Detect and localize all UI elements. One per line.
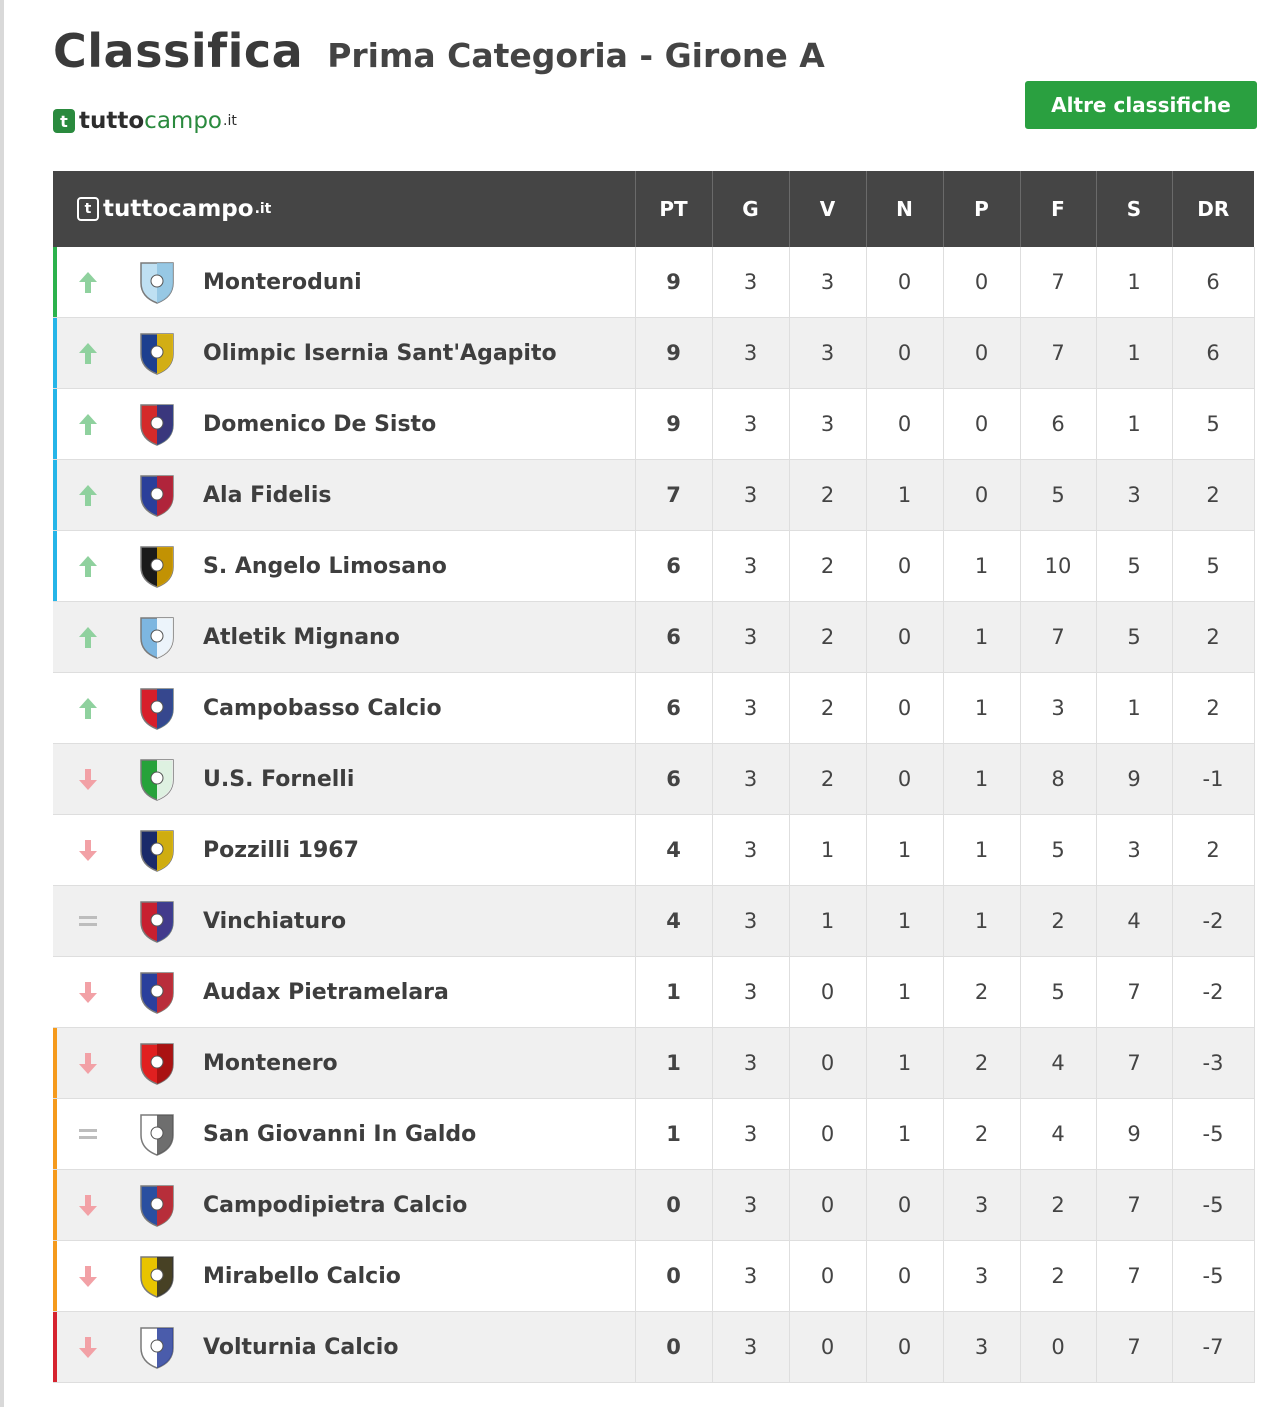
- stat-n: 0: [866, 744, 943, 815]
- team-info: [53, 957, 635, 1027]
- stat-s: 7: [1096, 1241, 1172, 1312]
- team-crest-icon: [135, 471, 179, 519]
- stat-n: 1: [866, 957, 943, 1028]
- team-crest-icon: [135, 1110, 179, 1158]
- stat-dr: 5: [1172, 531, 1254, 602]
- team-cell[interactable]: [53, 460, 635, 531]
- team-crest-icon: [135, 1039, 179, 1087]
- stat-n: 0: [866, 602, 943, 673]
- team-cell[interactable]: [53, 1028, 635, 1099]
- stat-f: 3: [1020, 673, 1096, 744]
- team-crest-icon: [135, 755, 179, 803]
- team-name[interactable]: Domenico De Sisto: [203, 411, 437, 437]
- stat-dr: -7: [1172, 1312, 1254, 1383]
- zone-indicator: [53, 744, 57, 814]
- stat-f: 6: [1020, 389, 1096, 460]
- header-logo-part2: campo: [168, 196, 254, 222]
- stat-p: 0: [943, 460, 1020, 531]
- team-cell[interactable]: [53, 886, 635, 957]
- stat-g: 3: [712, 744, 789, 815]
- stat-g: 3: [712, 1312, 789, 1383]
- stat-g: 3: [712, 460, 789, 531]
- page-left-border: [0, 0, 4, 1407]
- team-crest-icon: [135, 1323, 179, 1371]
- header-brand-logo[interactable]: [77, 196, 634, 222]
- stat-s: 3: [1096, 460, 1172, 531]
- stat-pt: 6: [635, 531, 712, 602]
- stat-pt: 4: [635, 886, 712, 957]
- stat-g: 3: [712, 1028, 789, 1099]
- team-name[interactable]: Audax Pietramelara: [203, 979, 449, 1005]
- team-crest-icon: [135, 684, 179, 732]
- stat-dr: -3: [1172, 1028, 1254, 1099]
- zone-indicator: [53, 389, 57, 459]
- team-crest-icon: [135, 1181, 179, 1229]
- stat-f: 7: [1020, 247, 1096, 318]
- stat-n: 0: [866, 247, 943, 318]
- stat-pt: 1: [635, 1099, 712, 1170]
- team-name[interactable]: Vinchiaturo: [203, 908, 347, 934]
- header-logo-part1: tutto: [103, 196, 169, 222]
- page-subtitle: Prima Categoria - Girone A: [327, 36, 825, 75]
- stat-s: 3: [1096, 815, 1172, 886]
- table-header-row: [53, 171, 1254, 247]
- stat-v: 0: [789, 1099, 866, 1170]
- stat-v: 3: [789, 318, 866, 389]
- standings-table: [53, 171, 1255, 1383]
- table-row[interactable]: [53, 389, 1254, 460]
- stat-g: 3: [712, 1099, 789, 1170]
- stat-s: 1: [1096, 318, 1172, 389]
- team-info: [53, 673, 635, 743]
- zone-indicator: [53, 957, 57, 1027]
- stat-s: 7: [1096, 957, 1172, 1028]
- arrow-down-icon: [53, 1194, 123, 1217]
- column-header-f[interactable]: F: [1020, 171, 1096, 247]
- team-name[interactable]: Volturnia Calcio: [203, 1334, 399, 1360]
- team-crest-icon: [135, 400, 179, 448]
- team-name[interactable]: Olimpic Isernia Sant'Agapito: [203, 340, 557, 366]
- team-info: [53, 318, 635, 388]
- stat-f: 7: [1020, 602, 1096, 673]
- team-cell[interactable]: [53, 389, 635, 460]
- arrow-up-icon: [53, 626, 123, 649]
- stat-pt: 6: [635, 744, 712, 815]
- team-name[interactable]: S. Angelo Limosano: [203, 553, 447, 579]
- column-header-s[interactable]: S: [1096, 171, 1172, 247]
- zone-indicator: [53, 460, 57, 530]
- stat-n: 0: [866, 318, 943, 389]
- stat-g: 3: [712, 318, 789, 389]
- table-row[interactable]: [53, 815, 1254, 886]
- equals-icon: [53, 1127, 123, 1141]
- stat-p: 1: [943, 673, 1020, 744]
- team-info: [53, 460, 635, 530]
- stat-g: 3: [712, 389, 789, 460]
- stat-dr: 6: [1172, 247, 1254, 318]
- zone-indicator: [53, 886, 57, 956]
- stat-p: 2: [943, 1099, 1020, 1170]
- team-crest-icon: [135, 968, 179, 1016]
- zone-indicator: [53, 1312, 57, 1382]
- stat-dr: 2: [1172, 460, 1254, 531]
- stat-s: 4: [1096, 886, 1172, 957]
- stat-p: 0: [943, 247, 1020, 318]
- table-row[interactable]: [53, 1170, 1254, 1241]
- team-info: [53, 1241, 635, 1311]
- stat-s: 1: [1096, 247, 1172, 318]
- zone-indicator: [53, 247, 57, 317]
- stat-dr: 2: [1172, 815, 1254, 886]
- stat-f: 2: [1020, 886, 1096, 957]
- stat-p: 1: [943, 531, 1020, 602]
- stat-dr: -1: [1172, 744, 1254, 815]
- stat-v: 2: [789, 744, 866, 815]
- stat-f: 8: [1020, 744, 1096, 815]
- column-header-dr[interactable]: DR: [1172, 171, 1254, 247]
- altre-classifiche-button[interactable]: Altre classifiche: [1025, 81, 1257, 129]
- zone-indicator: [53, 531, 57, 601]
- stat-pt: 6: [635, 673, 712, 744]
- stat-dr: 2: [1172, 673, 1254, 744]
- stat-v: 0: [789, 1312, 866, 1383]
- team-crest-icon: [135, 897, 179, 945]
- stat-p: 1: [943, 602, 1020, 673]
- stat-f: 5: [1020, 815, 1096, 886]
- tuttocampo-logo[interactable]: [53, 108, 237, 134]
- team-crest-icon: [135, 613, 179, 661]
- team-info: [53, 1170, 635, 1240]
- stat-f: 4: [1020, 1028, 1096, 1099]
- table-row[interactable]: [53, 957, 1254, 1028]
- arrow-down-icon: [53, 839, 123, 862]
- logo-text-part1: tutto: [79, 108, 145, 134]
- page-title: Classifica: [53, 24, 304, 78]
- team-name[interactable]: Monteroduni: [203, 269, 362, 295]
- stat-pt: 1: [635, 1028, 712, 1099]
- stat-v: 1: [789, 815, 866, 886]
- stat-v: 0: [789, 1241, 866, 1312]
- zone-indicator: [53, 673, 57, 743]
- stat-dr: -2: [1172, 886, 1254, 957]
- zone-indicator: [53, 1170, 57, 1240]
- stat-p: 3: [943, 1312, 1020, 1383]
- table-row[interactable]: [53, 247, 1254, 318]
- stat-n: 1: [866, 1099, 943, 1170]
- column-header-pt[interactable]: PT: [635, 171, 712, 247]
- stat-p: 1: [943, 815, 1020, 886]
- stat-p: 0: [943, 389, 1020, 460]
- zone-indicator: [53, 602, 57, 672]
- stat-s: 9: [1096, 1099, 1172, 1170]
- stat-v: 0: [789, 1170, 866, 1241]
- header-logo-suffix: .it: [254, 201, 272, 217]
- stat-n: 1: [866, 460, 943, 531]
- stat-pt: 0: [635, 1312, 712, 1383]
- column-header-n[interactable]: N: [866, 171, 943, 247]
- arrow-down-icon: [53, 1336, 123, 1359]
- stat-f: 7: [1020, 318, 1096, 389]
- stat-s: 5: [1096, 602, 1172, 673]
- stat-n: 0: [866, 1170, 943, 1241]
- stat-n: 1: [866, 886, 943, 957]
- team-name[interactable]: Atletik Mignano: [203, 624, 400, 650]
- stat-n: 0: [866, 1241, 943, 1312]
- zone-indicator: [53, 815, 57, 885]
- stat-p: 2: [943, 957, 1020, 1028]
- team-info: [53, 1028, 635, 1098]
- stat-pt: 7: [635, 460, 712, 531]
- team-cell[interactable]: [53, 318, 635, 389]
- stat-g: 3: [712, 531, 789, 602]
- stat-g: 3: [712, 815, 789, 886]
- team-name[interactable]: Ala Fidelis: [203, 482, 332, 508]
- team-crest-icon: [135, 826, 179, 874]
- arrow-up-icon: [53, 413, 123, 436]
- stat-dr: -2: [1172, 957, 1254, 1028]
- stat-f: 0: [1020, 1312, 1096, 1383]
- stat-pt: 1: [635, 957, 712, 1028]
- team-cell[interactable]: [53, 247, 635, 318]
- stat-dr: 6: [1172, 318, 1254, 389]
- stat-pt: 6: [635, 602, 712, 673]
- stat-pt: 4: [635, 815, 712, 886]
- zone-indicator: [53, 318, 57, 388]
- stat-p: 1: [943, 886, 1020, 957]
- stat-s: 7: [1096, 1028, 1172, 1099]
- column-header-v[interactable]: V: [789, 171, 866, 247]
- team-info: [53, 602, 635, 672]
- stat-v: 2: [789, 460, 866, 531]
- stat-f: 2: [1020, 1170, 1096, 1241]
- arrow-up-icon: [53, 484, 123, 507]
- stat-n: 0: [866, 1312, 943, 1383]
- stat-n: 0: [866, 531, 943, 602]
- arrow-up-icon: [53, 342, 123, 365]
- team-cell[interactable]: [53, 1312, 635, 1383]
- stat-dr: 2: [1172, 602, 1254, 673]
- zone-indicator: [53, 1099, 57, 1169]
- stat-n: 1: [866, 815, 943, 886]
- stat-p: 2: [943, 1028, 1020, 1099]
- team-info: [53, 815, 635, 885]
- stat-s: 7: [1096, 1312, 1172, 1383]
- team-crest-icon: [135, 1252, 179, 1300]
- team-info: [53, 744, 635, 814]
- column-header-p[interactable]: P: [943, 171, 1020, 247]
- team-name[interactable]: Mirabello Calcio: [203, 1263, 401, 1289]
- stat-f: 5: [1020, 957, 1096, 1028]
- table-row[interactable]: [53, 602, 1254, 673]
- table-row[interactable]: [53, 531, 1254, 602]
- stat-s: 1: [1096, 673, 1172, 744]
- stat-v: 0: [789, 1028, 866, 1099]
- team-cell[interactable]: [53, 602, 635, 673]
- team-crest-icon: [135, 329, 179, 377]
- team-info: [53, 1312, 635, 1382]
- stat-dr: -5: [1172, 1241, 1254, 1312]
- stat-f: 5: [1020, 460, 1096, 531]
- arrow-up-icon: [53, 555, 123, 578]
- stat-s: 9: [1096, 744, 1172, 815]
- stat-dr: 5: [1172, 389, 1254, 460]
- table-row[interactable]: [53, 1312, 1254, 1383]
- table-row[interactable]: [53, 1099, 1254, 1170]
- table-row[interactable]: [53, 673, 1254, 744]
- column-header-g[interactable]: G: [712, 171, 789, 247]
- stat-pt: 0: [635, 1170, 712, 1241]
- table-row[interactable]: [53, 886, 1254, 957]
- arrow-down-icon: [53, 768, 123, 791]
- stat-v: 3: [789, 247, 866, 318]
- zone-indicator: [53, 1241, 57, 1311]
- stat-v: 2: [789, 673, 866, 744]
- team-name[interactable]: San Giovanni In Galdo: [203, 1121, 477, 1147]
- stat-s: 7: [1096, 1170, 1172, 1241]
- stat-dr: -5: [1172, 1099, 1254, 1170]
- stat-g: 3: [712, 886, 789, 957]
- stat-p: 3: [943, 1241, 1020, 1312]
- stat-f: 10: [1020, 531, 1096, 602]
- team-cell[interactable]: [53, 957, 635, 1028]
- stat-g: 3: [712, 602, 789, 673]
- team-cell[interactable]: [53, 1241, 635, 1312]
- team-cell[interactable]: [53, 673, 635, 744]
- stat-v: 1: [789, 886, 866, 957]
- table-row[interactable]: [53, 744, 1254, 815]
- stat-pt: 0: [635, 1241, 712, 1312]
- team-crest-icon: [135, 258, 179, 306]
- team-info: [53, 531, 635, 601]
- stat-n: 0: [866, 389, 943, 460]
- team-name[interactable]: Campobasso Calcio: [203, 695, 442, 721]
- team-cell[interactable]: [53, 1170, 635, 1241]
- stat-v: 3: [789, 389, 866, 460]
- team-info: [53, 1099, 635, 1169]
- zone-indicator: [53, 1028, 57, 1098]
- team-name[interactable]: U.S. Fornelli: [203, 766, 355, 792]
- team-name[interactable]: Campodipietra Calcio: [203, 1192, 468, 1218]
- stat-p: 3: [943, 1170, 1020, 1241]
- stat-v: 0: [789, 957, 866, 1028]
- stat-p: 0: [943, 318, 1020, 389]
- arrow-down-icon: [53, 1052, 123, 1075]
- table-row[interactable]: [53, 1028, 1254, 1099]
- stat-g: 3: [712, 247, 789, 318]
- standings-body: [53, 247, 1254, 1383]
- tuttocampo-logo-icon: t: [53, 109, 75, 133]
- title-row: [53, 24, 1256, 78]
- stat-g: 3: [712, 1241, 789, 1312]
- stat-v: 2: [789, 531, 866, 602]
- stat-v: 2: [789, 602, 866, 673]
- stat-pt: 9: [635, 389, 712, 460]
- team-cell[interactable]: [53, 744, 635, 815]
- stat-pt: 9: [635, 318, 712, 389]
- header-brand-cell: [53, 171, 635, 247]
- stat-g: 3: [712, 1170, 789, 1241]
- arrow-up-icon: [53, 271, 123, 294]
- stat-s: 1: [1096, 389, 1172, 460]
- stat-g: 3: [712, 957, 789, 1028]
- equals-icon: [53, 914, 123, 928]
- team-crest-icon: [135, 542, 179, 590]
- stat-n: 1: [866, 1028, 943, 1099]
- logo-text-suffix: .it: [223, 113, 237, 129]
- team-name[interactable]: Pozzilli 1967: [203, 837, 359, 863]
- team-info: [53, 886, 635, 956]
- stat-s: 5: [1096, 531, 1172, 602]
- team-cell[interactable]: [53, 1099, 635, 1170]
- stat-g: 3: [712, 673, 789, 744]
- team-info: [53, 389, 635, 459]
- arrow-up-icon: [53, 697, 123, 720]
- stat-f: 2: [1020, 1241, 1096, 1312]
- table-row[interactable]: [53, 318, 1254, 389]
- stat-n: 0: [866, 673, 943, 744]
- logo-text-part2: campo: [144, 108, 222, 134]
- table-row[interactable]: [53, 1241, 1254, 1312]
- team-cell[interactable]: [53, 815, 635, 886]
- team-info: [53, 247, 635, 317]
- stat-p: 1: [943, 744, 1020, 815]
- stat-dr: -5: [1172, 1170, 1254, 1241]
- team-name[interactable]: Montenero: [203, 1050, 338, 1076]
- tuttocampo-header-icon: t: [77, 197, 99, 221]
- stat-f: 4: [1020, 1099, 1096, 1170]
- arrow-down-icon: [53, 981, 123, 1004]
- stat-pt: 9: [635, 247, 712, 318]
- team-cell[interactable]: [53, 531, 635, 602]
- table-row[interactable]: [53, 460, 1254, 531]
- arrow-down-icon: [53, 1265, 123, 1288]
